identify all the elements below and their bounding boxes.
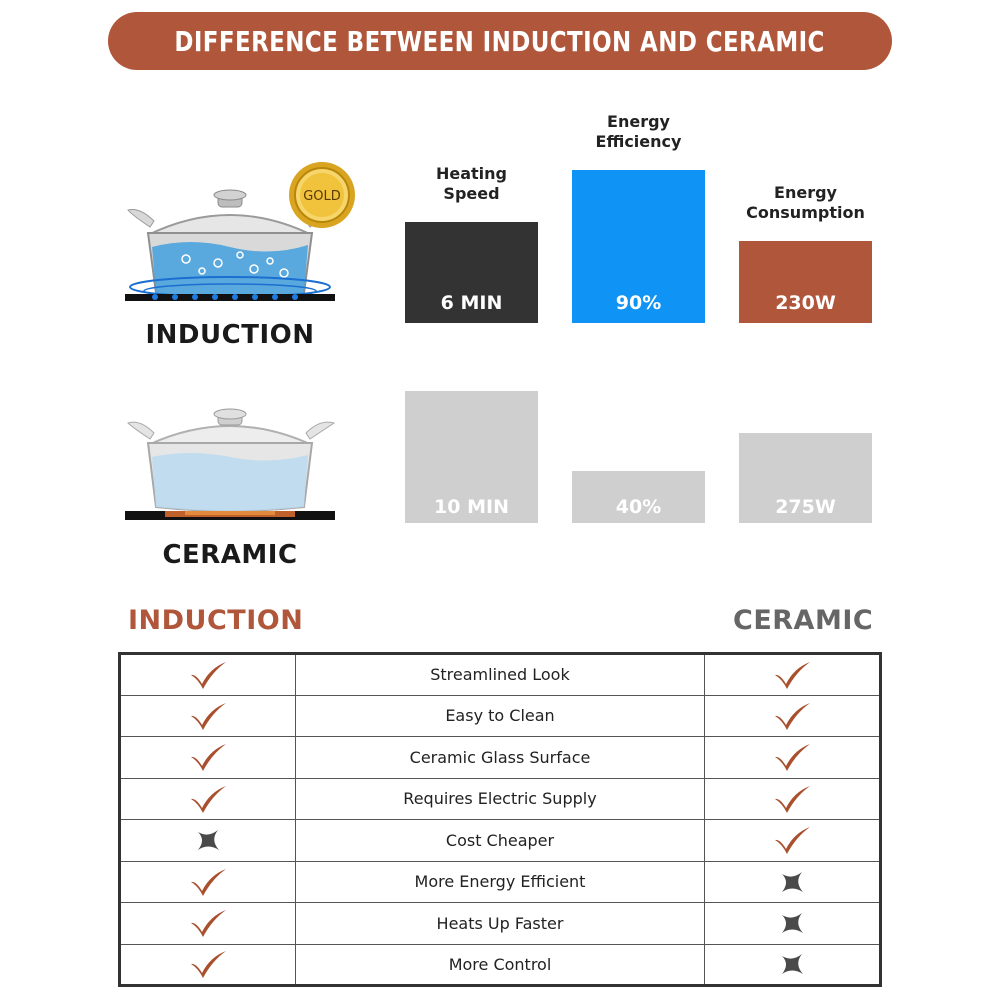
cross-icon (778, 868, 806, 896)
cross-icon (778, 950, 806, 978)
comparison-row (120, 778, 881, 820)
cross-icon (194, 826, 222, 854)
induction-value-label: 90% (615, 292, 662, 314)
ceramic-mark-cell (704, 944, 880, 986)
check-icon (772, 784, 812, 814)
ceramic-mark-cell (704, 654, 880, 696)
feature-name: Cost Cheaper (296, 820, 704, 862)
induction-mark-cell (120, 903, 296, 945)
check-icon (188, 742, 228, 772)
induction-mark-cell (120, 654, 296, 696)
gold-badge (287, 160, 357, 230)
feature-name: Ceramic Glass Surface (296, 737, 704, 779)
ceramic-value-label: 275W (775, 496, 836, 518)
check-icon (188, 660, 228, 690)
check-icon (772, 742, 812, 772)
check-icon (772, 701, 812, 731)
ceramic-value-label: 40% (615, 496, 662, 518)
ceramic-mark-cell (704, 778, 880, 820)
feature-name: More Energy Efficient (296, 861, 704, 903)
ceramic-mark-cell (704, 737, 880, 779)
feature-name: Easy to Clean (296, 695, 704, 737)
feature-name: Requires Electric Supply (296, 778, 704, 820)
induction-mark-cell (120, 944, 296, 986)
category-label: Energy Efficiency (595, 112, 682, 151)
category-label: Energy Consumption (746, 183, 865, 222)
ceramic-label: CERAMIC (162, 540, 298, 570)
induction-value-label: 230W (775, 292, 836, 314)
category-label: Heating Speed (435, 164, 508, 203)
check-icon (772, 825, 812, 855)
induction-value-label: 6 MIN (440, 292, 503, 314)
feature-name: More Control (296, 944, 704, 986)
check-icon (188, 867, 228, 897)
comparison-table (118, 652, 882, 987)
comparison-row (120, 820, 881, 862)
ceramic-mark-cell (704, 820, 880, 862)
comparison-row (120, 654, 881, 696)
check-icon (188, 949, 228, 979)
comparison-row (120, 861, 881, 903)
ceramic-mark-cell (704, 903, 880, 945)
comparison-bar-chart (380, 100, 900, 540)
comparison-row (120, 695, 881, 737)
ceramic-mark-cell (704, 695, 880, 737)
induction-mark-cell (120, 820, 296, 862)
feature-name: Streamlined Look (296, 654, 704, 696)
ceramic-value-label: 10 MIN (434, 496, 509, 518)
induction-mark-cell (120, 695, 296, 737)
induction-label: INDUCTION (145, 320, 315, 350)
comparison-row (120, 737, 881, 779)
title-banner (108, 12, 892, 70)
ceramic-pot-illustration (120, 395, 360, 530)
check-icon (188, 908, 228, 938)
comparison-row (120, 944, 881, 986)
comparison-ceramic-heading: CERAMIC (733, 605, 874, 636)
induction-mark-cell (120, 778, 296, 820)
comparison-row (120, 903, 881, 945)
feature-name: Heats Up Faster (296, 903, 704, 945)
check-icon (188, 784, 228, 814)
induction-mark-cell (120, 737, 296, 779)
ceramic-mark-cell (704, 861, 880, 903)
check-icon (188, 701, 228, 731)
check-icon (772, 660, 812, 690)
induction-mark-cell (120, 861, 296, 903)
comparison-induction-heading: INDUCTION (128, 605, 304, 636)
page-title: DIFFERENCE BETWEEN INDUCTION AND CERAMIC (174, 24, 826, 58)
cross-icon (778, 909, 806, 937)
gold-badge-label: GOLD (303, 189, 341, 204)
